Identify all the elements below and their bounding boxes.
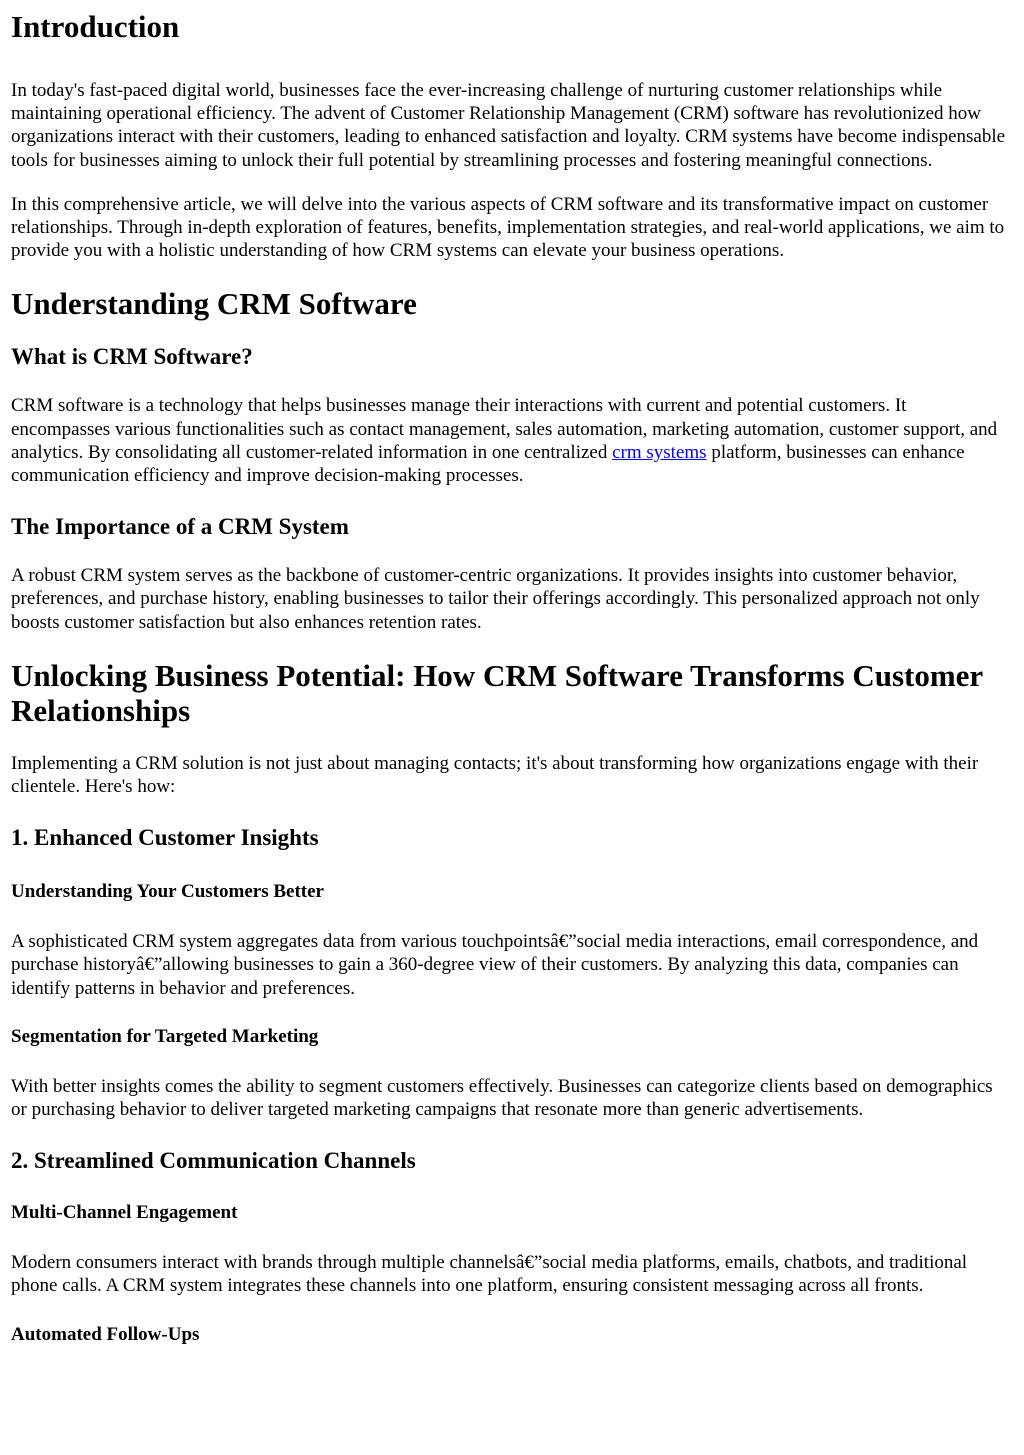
channels-heading: 2. Streamlined Communication Channels [11,1148,416,1174]
segmentation-paragraph: With better insights comes the ability to segment customers effectively. Businesses can categorize clients based on demographics or purchasing behavior to deliver targeted marketing campaigns that resonate more than generic advertisements. [11,1075,993,1121]
what-is-text-after: platform, businesses can enhance communication efficiency and improve decision-making processes. [11,441,965,487]
intro-heading: Introduction [11,9,180,44]
what-is-paragraph [11,394,1010,487]
what-is-text-before: CRM software is a technology that helps businesses manage their interactions with current and potential customers. It encompasses various functionalities such as contact management, sales automation, marketing automation, customer support, and analytics. By consolidating all customer-related information in one centralized [11,395,998,463]
importance-paragraph: A robust CRM system serves as the backbone of customer-centric organizations. It provides insights into customer behavior, preferences, and purchase history, enabling businesses to tailor their offerings accordingly. This personalized approach not only boosts customer satisfaction but also enhances retention rates. [11,565,980,633]
what-is-heading: What is CRM Software? [11,344,253,370]
followups-heading: Automated Follow-Ups [11,1323,200,1345]
importance-heading: The Importance of a CRM System [11,514,349,540]
unlocking-paragraph: Implementing a CRM solution is not just about managing contacts; it's about transforming how organizations engage with their clientele. Here's how: [11,752,979,798]
insights-heading: 1. Enhanced Customer Insights [11,825,319,851]
understanding-customers-paragraph: A sophisticated CRM system aggregates data from various touchpointsâ€”social media interactions, email correspondence, and purchase historyâ€”allowing businesses to gain a 360-degree view of their customers. By analyzing this data, companies can identify patterns in behavior and preferences. [11,931,979,999]
unlocking-heading: Unlocking Business Potential: How CRM Software Transforms Customer Relationships [11,657,983,728]
crm-systems-link[interactable]: crm systems [612,441,707,463]
segmentation-heading: Segmentation for Targeted Marketing [11,1025,319,1047]
intro-paragraph-1: In today's fast-paced digital world, businesses face the ever-increasing challenge of nurturing customer relationships while maintaining operational efficiency. The advent of Customer Relationship Management (CRM) software has revolutionized how organizations interact with their customers, leading to enhanced satisfaction and loyalty. CRM systems have become indispensable tools for businesses aiming to unlock their full potential by streamlining processes and fostering meaningful connections. [11,80,1006,171]
article [0,9,1024,1347]
multichannel-heading: Multi-Channel Engagement [11,1202,238,1224]
understanding-heading: Understanding CRM Software [11,286,417,322]
understanding-customers-heading: Understanding Your Customers Better [11,881,324,903]
multichannel-paragraph: Modern consumers interact with brands through multiple channelsâ€”social media platforms, emails, chatbots, and traditional phone calls. A CRM system integrates these channels into one platform, ensuring consistent messaging across all fronts. [11,1252,968,1297]
intro-paragraph-2: In this comprehensive article, we will delve into the various aspects of CRM software and its transformative impact on customer relationships. Through in-depth exploration of features, benefits, implementation strategies, and real-world applications, we aim to provide you with a holistic understanding of how CRM systems can elevate your business operations. [11,193,1005,262]
